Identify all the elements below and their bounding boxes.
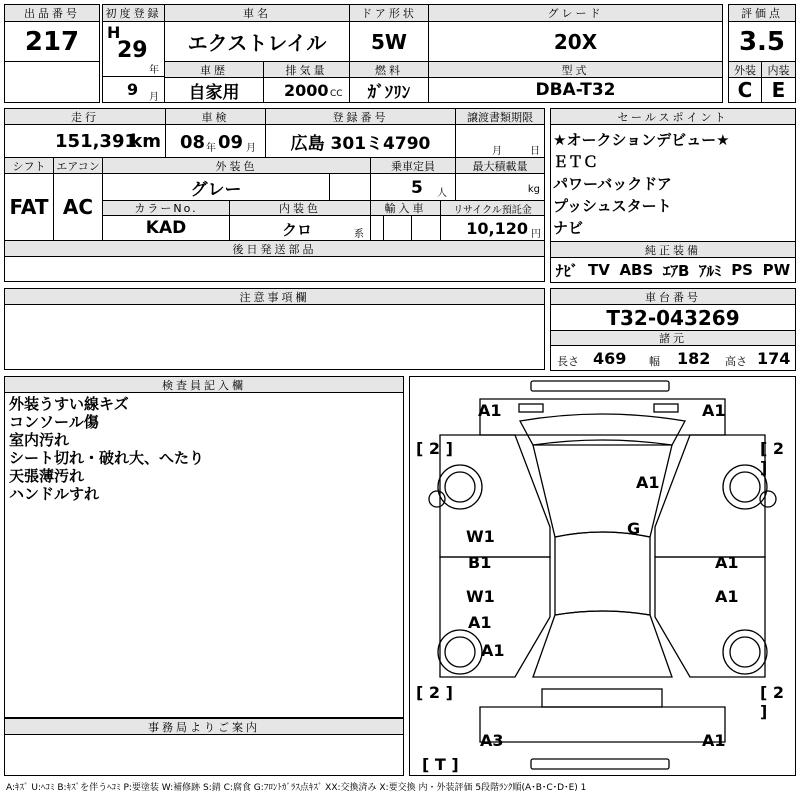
- int-color-cell: [229, 215, 371, 241]
- tire-mark: [ 2 ]: [416, 439, 453, 458]
- damage-left-rear-door-1: W1: [466, 587, 495, 606]
- damage-left-front-door-1: W1: [466, 527, 495, 546]
- damage-left-rear-door-2: A1: [468, 613, 492, 632]
- damage-left-front-door-2: B1: [468, 553, 492, 572]
- office-box: [4, 734, 404, 776]
- year: 29: [117, 38, 148, 63]
- plate: 広島 301ミ4790: [265, 124, 456, 158]
- equipment-item: ｴｱB: [662, 261, 690, 280]
- import-cell-3: [411, 215, 441, 241]
- tire-mark: [ 2 ]: [416, 683, 453, 702]
- damage-hood: A1: [636, 473, 660, 492]
- load-label: 最大積載量: [455, 157, 545, 174]
- doors-label: ドア形状: [349, 4, 429, 22]
- mileage: 151,391: [55, 131, 137, 152]
- grade-label: グレード: [428, 4, 723, 22]
- plate-label: 登録番号: [265, 108, 456, 125]
- tire-mark: [ 2 ]: [760, 439, 785, 477]
- transfer-day-unit: 日: [530, 146, 540, 157]
- car-name: エクストレイル: [164, 21, 350, 62]
- cc-unit: CC: [330, 89, 343, 99]
- int-grade: E: [761, 77, 796, 103]
- sales-points-box: [550, 124, 796, 242]
- color-no: KAD: [102, 215, 230, 241]
- import-cell-2: [383, 215, 412, 241]
- wheel-front-right-inner: [730, 472, 760, 502]
- history-label: 車歴: [164, 61, 264, 78]
- damage-rear-left: A3: [480, 731, 504, 750]
- wheel-front-left-inner: [445, 472, 475, 502]
- recycle-cell: [440, 215, 545, 241]
- load-unit: kg: [527, 184, 540, 195]
- grade: 20X: [428, 21, 723, 62]
- year-unit: 年: [149, 65, 159, 76]
- equipment-item: PW: [762, 261, 791, 279]
- month: 9: [127, 80, 139, 99]
- tire-mark: [ 2 ]: [760, 683, 785, 721]
- int-color-label: 内装色: [229, 200, 371, 216]
- damage-front-right: A1: [702, 401, 726, 420]
- legend: A:ｷｽﾞ U:ﾍｺﾐ B:ｷｽﾞを伴うﾍｺﾐ P:要塗装 W:補修跡 S:錆 C:腐食 G:ﾌﾛﾝﾄｶﾞﾗｽ点ｷｽﾞ XX:交換済み X:要交換 内・外装評価 5段階ﾗﾝｸ順(A･B･C･D･E) 1: [6, 783, 587, 793]
- width: 182: [677, 349, 711, 368]
- length: 469: [593, 349, 627, 368]
- shift-label: シフト: [4, 157, 54, 174]
- rear-end-outline: [480, 707, 725, 742]
- left-front-side: [440, 435, 550, 557]
- color: グレー: [102, 173, 330, 201]
- fuel-label: 燃料: [349, 61, 429, 78]
- inspector-note: 天張薄汚れ: [9, 467, 85, 485]
- front-bumper-outline: [531, 381, 669, 391]
- caution-label: 注意事項欄: [4, 288, 545, 305]
- insp-month-unit: 月: [246, 143, 256, 154]
- chassis-number: T32-043269: [550, 304, 796, 331]
- ext-label: 外装: [728, 61, 762, 78]
- sales-point-item: ＥＴＣ: [553, 153, 599, 171]
- recycle-label: リサイクル預託金: [440, 200, 545, 216]
- int-label: 内装: [761, 61, 796, 78]
- shift: FAT: [4, 173, 54, 241]
- damage-right-rear-door: A1: [715, 587, 739, 606]
- equipment-label: 純正装備: [550, 241, 796, 258]
- chassis-label: 車台番号: [550, 288, 796, 305]
- import-cell-1: [370, 215, 384, 241]
- mirror-right: [760, 491, 776, 507]
- equipment-item: ｱﾙﾐ: [699, 261, 722, 280]
- capacity: 5: [411, 178, 423, 198]
- roof-outline: [555, 532, 650, 615]
- later-parts-box: [4, 256, 545, 282]
- ext-grade: C: [728, 77, 762, 103]
- office-label: 事務局よりご案内: [4, 718, 404, 735]
- damage-rear-right: A1: [702, 731, 726, 750]
- inspector-note: 室内汚れ: [9, 431, 70, 449]
- month-unit: 月: [149, 92, 159, 103]
- spec-box: [550, 345, 796, 371]
- recycle-unit: 円: [531, 229, 541, 240]
- right-rear-side: [655, 557, 765, 677]
- inspection-label: 車検: [165, 108, 266, 125]
- lot-label: 出品番号: [4, 4, 100, 22]
- car-name-label: 車名: [164, 4, 350, 22]
- equipment-item: ﾅﾋﾞ: [555, 261, 579, 280]
- ac: AC: [53, 173, 103, 241]
- transfer-label: 譲渡書類期限: [455, 108, 545, 125]
- insp-year: 08: [180, 132, 206, 153]
- tire-mark: [ T ]: [422, 755, 459, 774]
- capacity-unit: 人: [437, 188, 447, 199]
- mirror-left: [429, 491, 445, 507]
- score: 3.5: [728, 21, 796, 62]
- front-light-left: [519, 404, 543, 412]
- model-label: 型式: [428, 61, 723, 78]
- rear-bumper-outline: [531, 759, 669, 769]
- caution-box: [4, 304, 545, 370]
- mileage-unit: km: [130, 131, 161, 152]
- inspector-label: 検査員記入欄: [4, 376, 404, 393]
- width-label: 幅: [649, 355, 660, 368]
- inspector-notes: [4, 392, 404, 718]
- color-label: 外装色: [102, 157, 371, 174]
- cc-cell: [263, 77, 350, 103]
- fuel: ｶﾞｿﾘﾝ: [349, 77, 429, 103]
- front-light-right: [654, 404, 678, 412]
- damage-right-front-door: A1: [715, 553, 739, 572]
- sales-point-item: プッシュスタート: [553, 197, 672, 215]
- score-label: 評価点: [728, 4, 796, 22]
- inspector-note: 外装うすい線キズ: [9, 395, 129, 413]
- cc: 2000: [284, 81, 329, 100]
- inspector-note: シート切れ・破れ大、へたり: [9, 449, 205, 467]
- rear-window-outline: [533, 611, 672, 677]
- mileage-label: 走行: [4, 108, 166, 125]
- right-front-side: [655, 435, 765, 557]
- equipment-item: TV: [587, 261, 610, 279]
- wheel-rear-left-inner: [445, 637, 475, 667]
- color-no-label: カラーNo.: [102, 200, 230, 216]
- damage-front-left: A1: [478, 401, 502, 420]
- int-color: クロ: [282, 221, 313, 239]
- equipment-box: [550, 257, 796, 283]
- insp-month: 09: [218, 132, 244, 153]
- damage-left-rear-fender: A1: [481, 641, 505, 660]
- cc-label: 排気量: [263, 61, 350, 78]
- inspection-cell: [165, 124, 266, 158]
- equipment-item: PS: [731, 261, 753, 279]
- load-cell: [455, 173, 545, 201]
- sales-point-item: パワーバックドア: [553, 175, 672, 193]
- wheel-rear-right-inner: [730, 637, 760, 667]
- mileage-cell: [4, 124, 166, 158]
- hood-outline: [520, 414, 685, 445]
- height-label: 高さ: [725, 355, 747, 368]
- spec-label: 諸元: [550, 330, 796, 346]
- inspector-note: ハンドルすれ: [9, 485, 100, 503]
- height: 174: [757, 349, 791, 368]
- lot-number: 217: [4, 21, 100, 62]
- sales-points-label: セールスポイント: [550, 108, 796, 125]
- doors: 5W: [349, 21, 429, 62]
- later-parts-label: 後日発送部品: [4, 240, 545, 257]
- capacity-cell: [370, 173, 456, 201]
- history: 自家用: [164, 77, 264, 103]
- sales-point-item: ナビ: [553, 219, 584, 237]
- first-reg-month: [102, 76, 165, 103]
- damage-roof: G: [627, 519, 641, 538]
- transfer-cell: [455, 124, 545, 158]
- import-label: 輸入車: [370, 200, 441, 216]
- ac-label: エアコン: [53, 157, 103, 174]
- first-reg-year: [102, 21, 165, 77]
- first-reg-label: 初度登録: [102, 4, 165, 22]
- car-diagram: [409, 376, 796, 776]
- sales-point-item: ★オークションデビュー★: [553, 131, 730, 149]
- lot-blank: [4, 61, 100, 103]
- era: H: [107, 23, 121, 42]
- length-label: 長さ: [557, 355, 579, 368]
- transfer-month-unit: 月: [492, 146, 502, 157]
- int-color-unit: 系: [354, 229, 364, 240]
- equipment-item: ABS: [619, 261, 654, 279]
- model: DBA-T32: [428, 77, 723, 103]
- recycle: 10,120: [466, 219, 528, 238]
- capacity-label: 乗車定員: [370, 157, 456, 174]
- insp-year-unit: 年: [206, 143, 216, 154]
- color-blank: [329, 173, 371, 201]
- car-outline: [410, 377, 795, 775]
- front-end-outline: [480, 399, 725, 435]
- tailgate-outline: [542, 689, 662, 707]
- inspector-note: コンソール傷: [9, 413, 99, 431]
